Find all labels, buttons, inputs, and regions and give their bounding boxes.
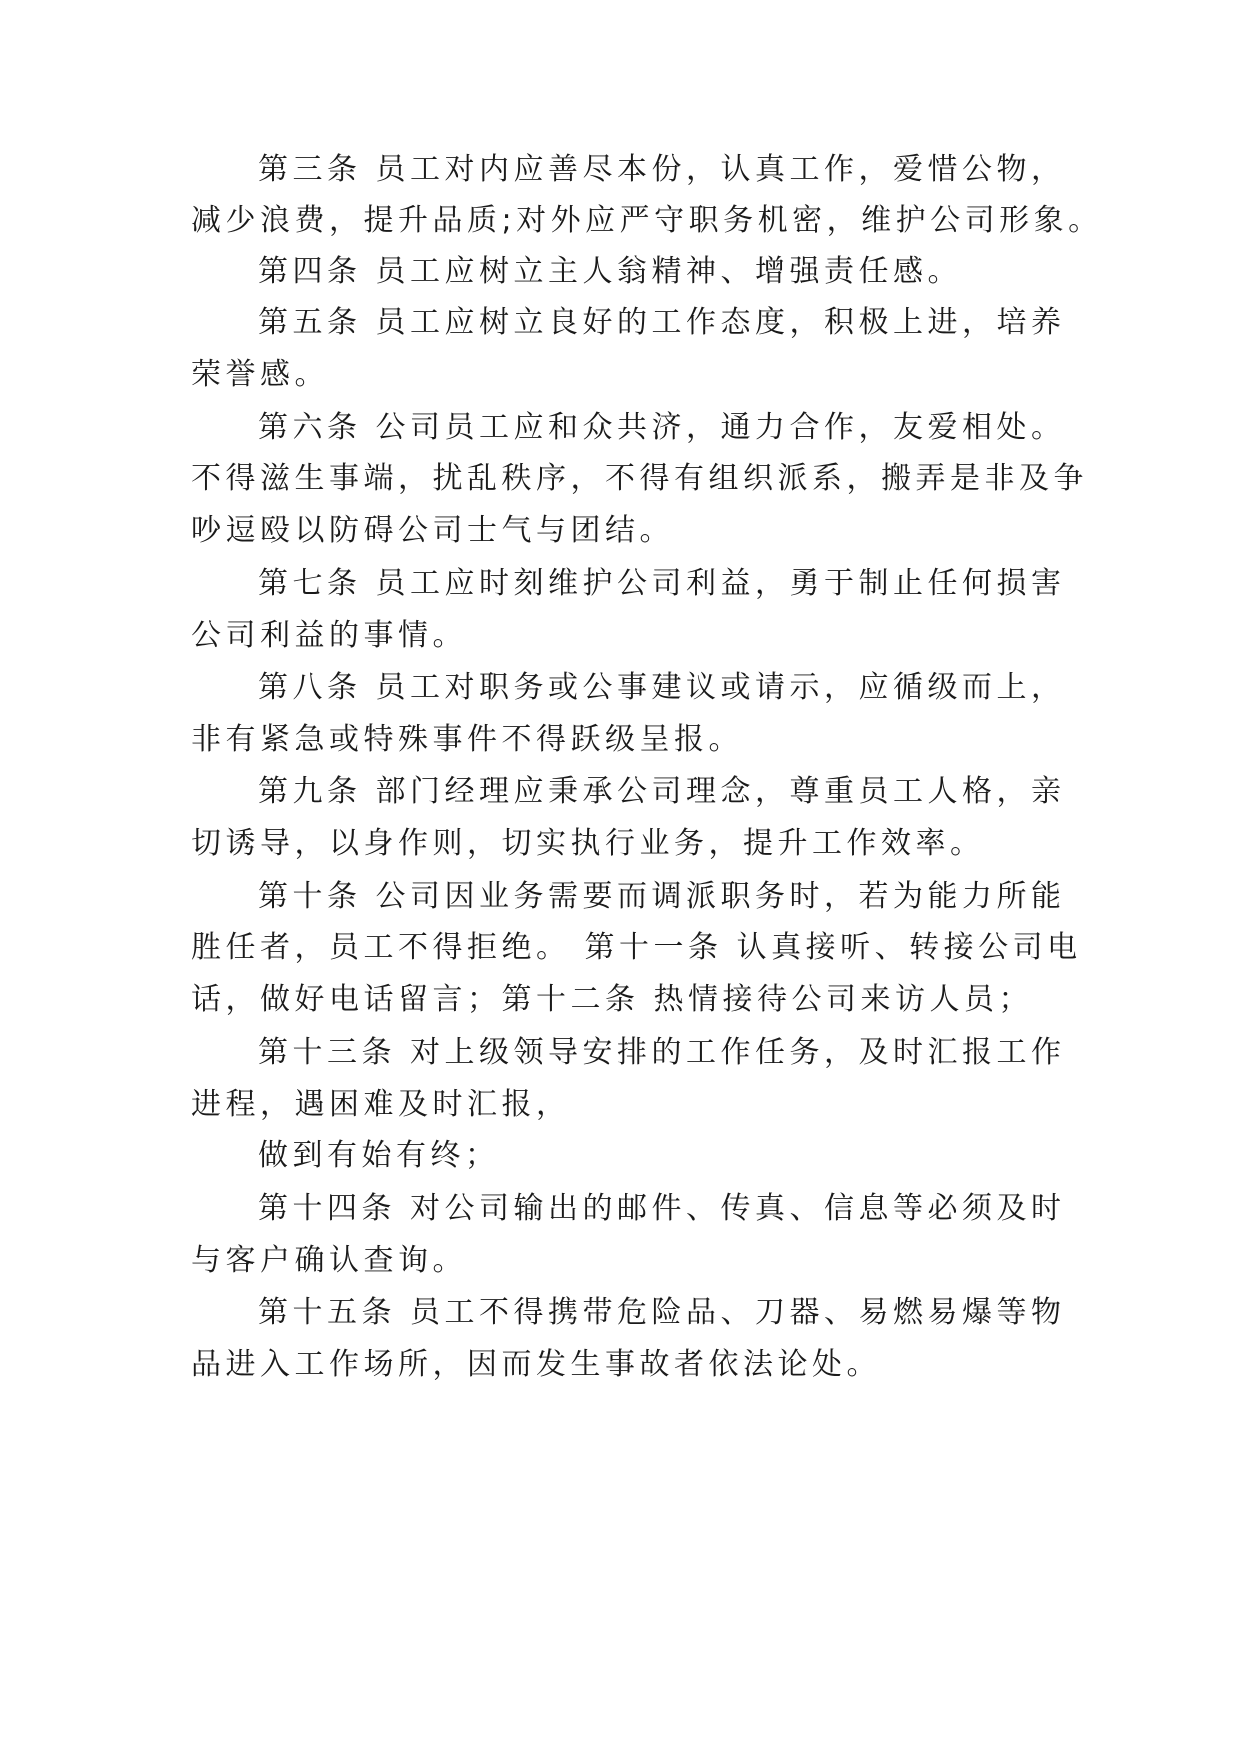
text-line: 话，做好电话留言；第十二条 热情接待公司来访人员； [191, 982, 1034, 1017]
text-line: 第十三条 对上级领导安排的工作任务，及时汇报工作 [258, 1035, 1066, 1070]
text-line: 吵逗殴以防碍公司士气与团结。 [191, 513, 674, 548]
text-line: 荣誉感。 [191, 357, 329, 392]
text-line: 胜任者，员工不得拒绝。 第十一条 认真接听、转接公司电 [191, 930, 1082, 965]
text-line: 与客户确认查询。 [191, 1243, 467, 1278]
text-line: 公司利益的事情。 [191, 618, 467, 653]
text-line: 品进入工作场所，因而发生事故者依法论处。 [191, 1347, 881, 1382]
text-line: 第五条 员工应树立良好的工作态度，积极上进，培养 [258, 305, 1066, 340]
text-line: 减少浪费，提升品质;对外应严守职务机密，维护公司形象。 [191, 203, 1103, 238]
text-line: 切诱导，以身作则，切实执行业务，提升工作效率。 [191, 826, 985, 861]
text-line: 第四条 员工应树立主人翁精神、增强责任感。 [258, 254, 963, 289]
text-line: 第七条 员工应时刻维护公司利益，勇于制止任何损害 [258, 566, 1066, 601]
text-line: 第十四条 对公司输出的邮件、传真、信息等必须及时 [258, 1191, 1066, 1226]
text-line: 第十五条 员工不得携带危险品、刀器、易燃易爆等物 [258, 1295, 1066, 1330]
text-line: 第六条 公司员工应和众共济，通力合作，友爱相处。 [258, 410, 1066, 445]
text-line: 非有紧急或特殊事件不得跃级呈报。 [191, 722, 743, 757]
text-line: 不得滋生事端，扰乱秩序，不得有组织派系，搬弄是非及争 [191, 461, 1088, 496]
text-line: 第三条 员工对内应善尽本份，认真工作，爱惜公物， [258, 152, 1066, 187]
text-line: 第十条 公司因业务需要而调派职务时，若为能力所能 [258, 879, 1066, 914]
text-line: 进程，遇困难及时汇报， [191, 1087, 571, 1122]
text-line: 第九条 部门经理应秉承公司理念，尊重员工人格，亲 [258, 774, 1066, 809]
text-line: 第八条 员工对职务或公事建议或请示，应循级而上， [258, 670, 1066, 705]
text-line: 做到有始有终； [258, 1138, 500, 1173]
